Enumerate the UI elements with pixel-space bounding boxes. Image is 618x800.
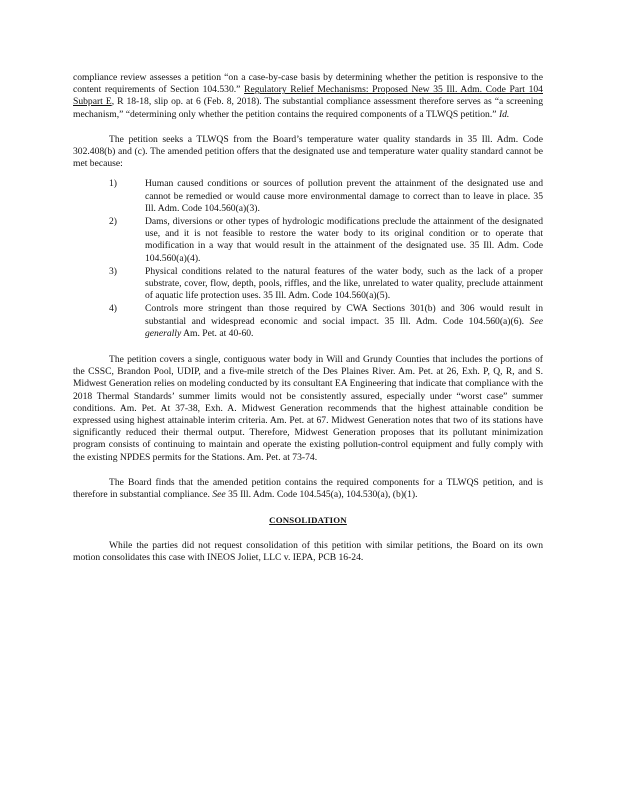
list-item-text: Human caused conditions or sources of pollution prevent the attainment of the designated use and cannot be remedied or would cause more environmental damage to correct than to leave in place. 35 Ill. Adm. Code 104.560(a)(3). bbox=[145, 178, 543, 214]
section-heading-consolidation: CONSOLIDATION bbox=[269, 515, 347, 526]
paragraph-petition-seeks: The petition seeks a TLWQS from the Board’s temperature water quality standards in 35 Ill. Adm. Code 302.408(b) and (c). The amended petition offers that the designated use and temperature water quality standard cannot be met because: bbox=[73, 133, 543, 170]
document-page bbox=[73, 72, 543, 564]
list-item-number: 4) bbox=[109, 303, 117, 315]
list-item bbox=[73, 178, 543, 215]
paragraph-substantial-compliance bbox=[73, 72, 543, 121]
paragraph4-text-b: 35 Ill. Adm. Code 104.545(a), 104.530(a), (b)(1). bbox=[228, 489, 418, 501]
see-signal: See bbox=[212, 489, 226, 501]
paragraph1-text-b: , R 18-18, slip op. at 6 (Feb. 8, 2018). The substantial compliance assessment therefore serves as “a screening mechanism,” “determining only whether the petition contains the required components of a TLWQS petition.” bbox=[73, 96, 543, 120]
factor-list bbox=[73, 178, 543, 340]
list-item-text: Dams, diversions or other types of hydrologic modifications preclude the attainment of the designated use, and it is not feasible to restore the water body to its original condition or to operate that modification in a way that would result in the attainment of the designated use. 35 Ill. Adm. Code 104.560(a)(4). bbox=[145, 216, 543, 264]
paragraph-petition-covers: The petition covers a single, contiguous water body in Will and Grundy Counties that includes the portions of the CSSC, Brandon Pool, UDIP, and a five-mile stretch of the Des Plaines River. Am. Pet. at 26, Exh. P, Q, R, and S. Midwest Generation relies on modeling conducted by its consultant EA Engineering that indicate that compliance with the 2018 Thermal Standards’ summer limits would not be consistently assured, especially under “worst case” summer conditions. Am. Pet. At 37-38, Exh. A. Midwest Generation recommends that the highest attainable condition be expressed using highest attainable interim criteria. Am. Pet. at 67. Midwest Generation notes that two of its stations have significantly reduced their thermal output. Therefore, Midwest Generation proposes that its pollutant minimization program consists of continuing to maintain and operate the existing pollution-control equipment and fully comply with the existing NPDES permits for the Stations. Am. Pet. at 73-74. bbox=[73, 354, 543, 463]
id-citation: Id. bbox=[498, 108, 510, 120]
list-item bbox=[73, 303, 543, 340]
list-item-number: 2) bbox=[109, 216, 117, 228]
list-item-number: 1) bbox=[109, 178, 117, 190]
paragraph1-text-a: compliance review assesses a petition “on a case-by-case basis by determining whether the petition is responsive to the content requirements of Section 104.530.” bbox=[73, 72, 543, 96]
list-item-cite: Am. Pet. at 40-60. bbox=[183, 327, 254, 339]
list-item bbox=[73, 216, 543, 265]
list-item bbox=[73, 266, 543, 303]
see-generally-signal: See generally bbox=[145, 315, 543, 339]
paragraph-consolidation: While the parties did not request consolidation of this petition with similar petitions, the Board on its own motion consolidates this case with INEOS Joliet, LLC v. IEPA, PCB 16-24. bbox=[73, 539, 543, 563]
list-item-number: 3) bbox=[109, 265, 117, 277]
paragraph4-text-a: The Board finds that the amended petition contains the required components for a TLWQS petition, and is therefore in substantial compliance. bbox=[73, 476, 543, 501]
rulemaking-citation: Regulatory Relief Mechanisms: Proposed New 35 Ill. Adm. Code Part 104 Subpart E bbox=[73, 84, 543, 108]
list-item-text: Physical conditions related to the natural features of the water body, such as the lack of a proper substrate, cover, flow, depth, pools, riffles, and the like, unrelated to water quality, preclude attainment of aquatic life protection uses. 35 Ill. Adm. Code 104.560(a)(5). bbox=[145, 265, 543, 302]
paragraph-board-finds bbox=[73, 477, 543, 501]
list-item-text: Controls more stringent than those required by CWA Sections 301(b) and 306 would result in substantial and widespread economic and social impact. 35 Ill. Adm. Code 104.560(a)(6). bbox=[145, 303, 543, 327]
